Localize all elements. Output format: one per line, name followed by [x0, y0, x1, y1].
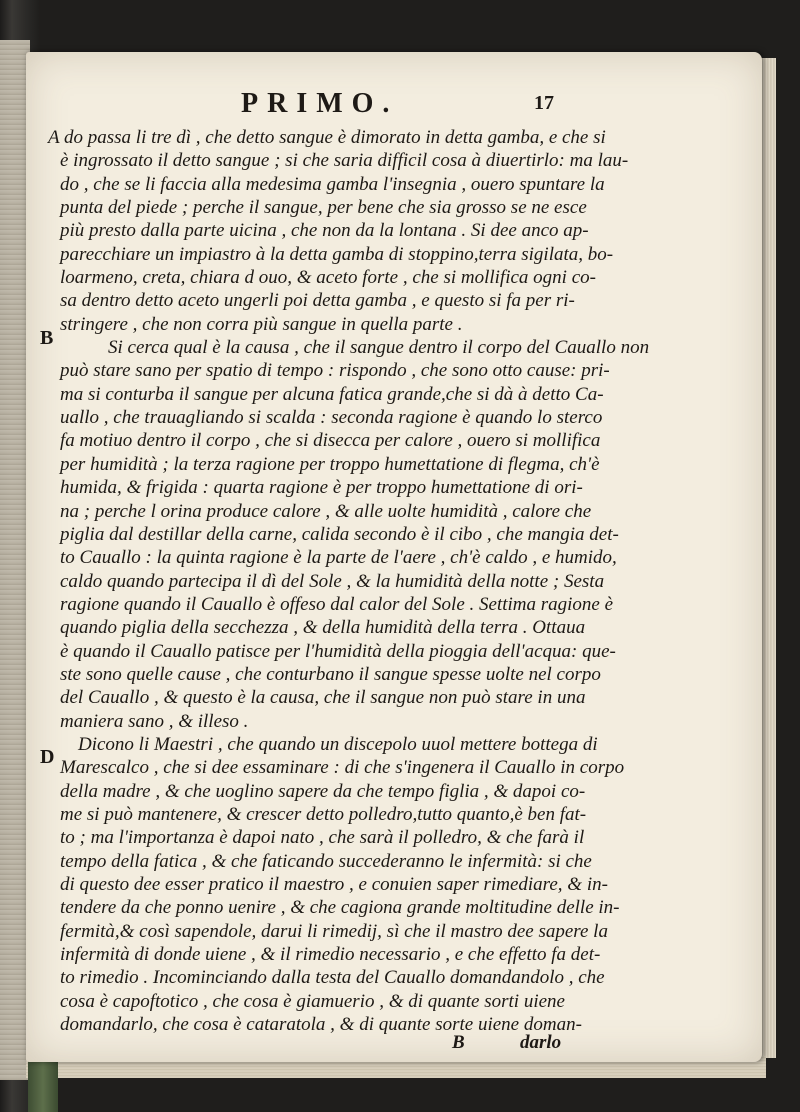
- text-line-content: stringere , che non corra più sangue in quella parte .: [60, 313, 463, 335]
- text-line: [48, 336, 748, 359]
- text-line: [48, 966, 748, 989]
- text-line: [48, 500, 748, 523]
- text-line: [48, 920, 748, 943]
- text-line: [48, 663, 748, 686]
- text-line-content: può stare sano per spatio di tempo : rispondo , che sono otto cause: pri-: [60, 360, 610, 382]
- text-line-content: tendere da che ponno uenire , & che cagiona grande moltitudine delle in-: [60, 897, 620, 919]
- text-line: [48, 383, 748, 406]
- text-line-content: ragione quando il Cauallo è offeso dal calor del Sole . Settima ragione è: [60, 593, 614, 615]
- text-line-content: quando piglia della secchezza , & della humidità della terra . Ottaua: [60, 617, 586, 639]
- text-line: [48, 406, 748, 429]
- text-line-content: per humidità ; la terza ragione per troppo humettatione di flegma, ch'è: [60, 453, 600, 475]
- text-line-content: di questo dee esser pratico il maestro , e conuien saper rimediare, & in-: [60, 874, 608, 895]
- text-line: [48, 126, 748, 149]
- text-line-content: na ; perche l orina produce calore , & alle uolte humidità , calore che: [60, 500, 592, 522]
- text-line-content: Dicono li Maestri , che quando un discepolo uuol mettere bottega di: [78, 733, 598, 755]
- page-header: [26, 88, 762, 122]
- text-line: [48, 173, 748, 196]
- text-line-content: Marescalco , che si dee essaminare : di che s'ingenera il Cauallo in corpo: [60, 757, 625, 779]
- running-head: PRIMO.: [241, 88, 399, 119]
- text-line: [48, 686, 748, 709]
- text-line: [48, 570, 748, 593]
- margin-mark-d: D: [40, 746, 55, 768]
- text-line: [48, 546, 748, 569]
- text-line: [48, 896, 748, 919]
- text-line-content: è quando il Cauallo patisce per l'humidità della pioggia dell'acqua: que-: [60, 640, 616, 662]
- text-line: [48, 196, 748, 219]
- text-line-content: ste sono quelle cause , che conturbano il sangue spesse uolte nel corpo: [60, 663, 601, 685]
- text-line-content: è ingrossato il detto sangue ; si che saria difficil cosa à diuertirlo: ma lau-: [60, 150, 629, 172]
- text-line: [48, 780, 748, 803]
- text-line: [48, 756, 748, 779]
- text-line-content: humida, & frigida : quarta ragione è per troppo humettatione di ori-: [60, 477, 583, 499]
- text-line: [48, 733, 748, 756]
- text-line-content: fermità,& così sapendole, darui li rimedij, sì che il mastro dee sapere la: [60, 920, 608, 942]
- signature-mark: B: [452, 1032, 465, 1053]
- text-line: [48, 243, 748, 266]
- body-text: [48, 126, 748, 1036]
- text-line-content: parecchiare un impiastro à la detta gamba di stoppino,terra sigilata, bo-: [60, 243, 614, 265]
- text-line-content: punta del piede ; perche il sangue, per bene che sia grosso se ne esce: [60, 197, 587, 219]
- text-line-content: loarmeno, creta, chiara d ouo, & aceto forte , che si mollifica ogni co-: [60, 267, 596, 289]
- text-line: [48, 803, 748, 826]
- text-line-content: piglia dal destillar della carne, calida secondo è il cibo , che mangia det-: [60, 523, 619, 545]
- text-line: [48, 873, 748, 896]
- text-line-content: to ; ma l'importanza è dapoi nato , che sarà il polledro, & che farà il: [60, 827, 585, 849]
- text-line: [48, 826, 748, 849]
- text-line-content: me si può mantenere, & crescer detto polledro,tutto quanto,è ben fat-: [60, 803, 587, 825]
- text-line-content: caldo quando partecipa il dì del Sole , & la humidità della notte ; Sesta: [60, 570, 605, 592]
- text-line-content: sa dentro detto aceto ungerli poi detta gamba , e questo si fa per ri-: [60, 290, 575, 312]
- page-fore-edge: [760, 58, 776, 1058]
- text-line-content: Si cerca qual è la causa , che il sangue dentro il corpo del Cauallo non: [108, 337, 650, 359]
- text-line-content: infermità di donde uiene , & il rimedio necessario , e che effetto fa det-: [60, 944, 601, 966]
- text-line: [48, 429, 748, 452]
- text-line: [48, 616, 748, 639]
- text-line: [48, 1013, 748, 1036]
- margin-mark-b: B: [40, 327, 54, 349]
- text-line: [48, 640, 748, 663]
- text-line-content: maniera sano , & illeso .: [60, 710, 249, 732]
- text-line: [48, 289, 748, 312]
- text-line: [48, 219, 748, 242]
- text-line-content: cosa è capoftotico , che cosa è giamuerio , & di quante sorti uiene: [60, 990, 565, 1012]
- text-line-content: fa motiuo dentro il corpo , che si disecca per calore , ouero si mollifica: [60, 430, 601, 452]
- text-line: [48, 453, 748, 476]
- text-line-content: A do passa li tre dì , che detto sangue è dimorato in detta gamba, e che si: [48, 127, 606, 148]
- folio-number: 17: [534, 92, 554, 114]
- text-line-content: to rimedio . Incominciando dalla testa del Cauallo domandandolo , che: [60, 967, 605, 989]
- text-line-content: del Cauallo , & questo è la causa, che il sangue non può stare in una: [60, 687, 586, 709]
- text-line: [48, 593, 748, 616]
- text-line-content: domandarlo, che cosa è cataratola , & di quante sorte uiene doman-: [60, 1014, 582, 1036]
- text-line-content: tempo della fatica , & che faticando succederanno le infermità: si che: [60, 850, 592, 872]
- text-line: [48, 990, 748, 1013]
- text-line: [48, 149, 748, 172]
- text-line-content: più presto dalla parte uicina , che non da la lontana . Si dee anco ap-: [60, 220, 589, 242]
- text-line: [48, 850, 748, 873]
- text-line-content: ma si conturba il sangue per alcuna fatica grande,che si dà à detto Ca-: [60, 383, 604, 405]
- text-line-content: to Cauallo : la quinta ragione è la parte de l'aere , ch'è caldo , e humido,: [60, 547, 617, 569]
- text-line-content: della madre , & che uoglino sapere da che tempo figlia , & dapoi co-: [60, 780, 586, 802]
- text-line: [48, 313, 748, 336]
- text-line: [48, 476, 748, 499]
- text-line: [48, 710, 748, 733]
- catchword: darlo: [520, 1032, 562, 1053]
- text-line: [48, 943, 748, 966]
- text-line: [48, 266, 748, 289]
- text-line-content: do , che se li faccia alla medesima gamba l'insegnia , ouero spuntare la: [60, 173, 605, 195]
- text-line: [48, 523, 748, 546]
- text-line-content: uallo , che trauagliando si scalda : seconda ragione è quando lo sterco: [60, 407, 603, 429]
- text-line: [48, 359, 748, 382]
